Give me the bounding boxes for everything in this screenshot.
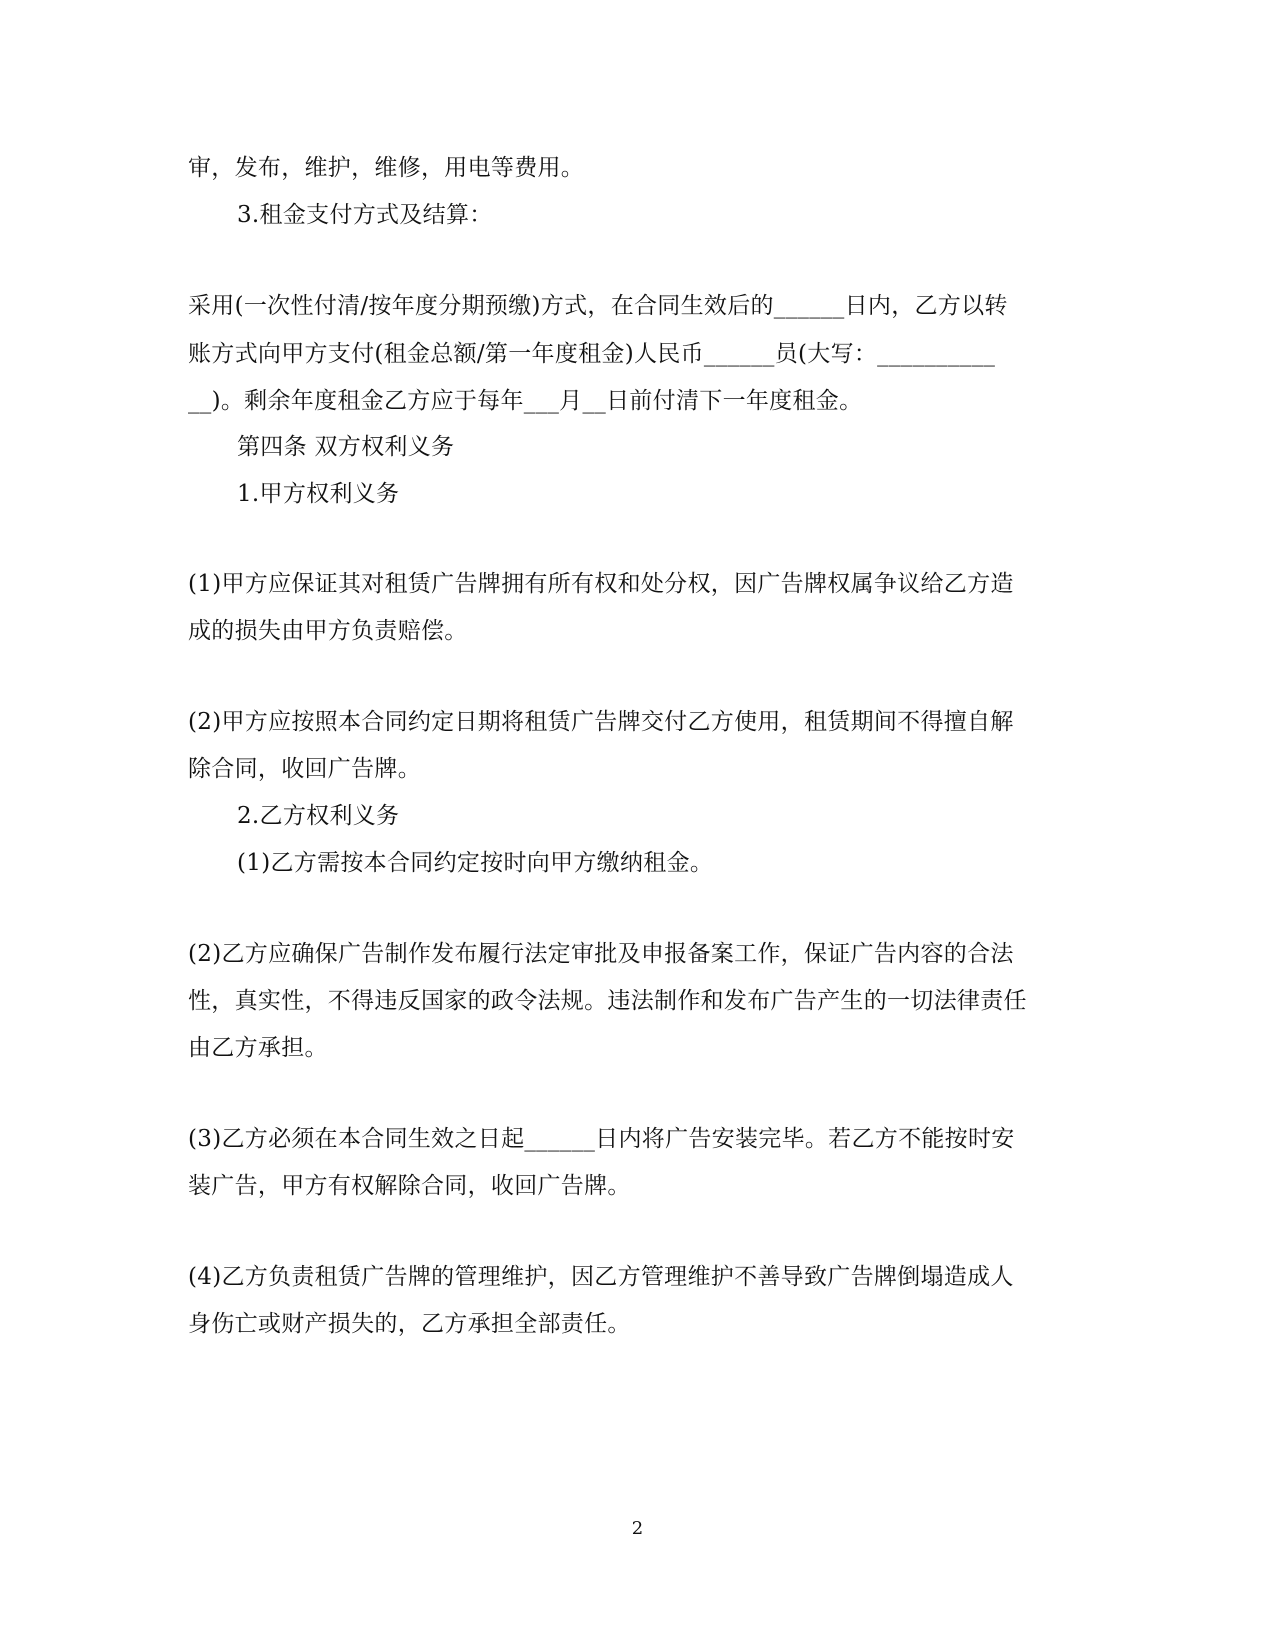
text-line-17: (3)乙方必须在本合同生效之日起______日内将广告安装完毕。若乙方不能按时安 — [188, 1126, 1015, 1152]
text-line-18: 装广告，甲方有权解除合同，收回广告牌。 — [188, 1173, 631, 1199]
text-line-13: (1)乙方需按本合同约定按时向甲方缴纳租金。 — [237, 850, 714, 876]
text-line-4: 账方式向甲方支付(租金总额/第一年度租金)人民币______员(大写：__________ — [188, 341, 996, 367]
text-line-8: (1)甲方应保证其对租赁广告牌拥有所有权和处分权，因广告牌权属争议给乙方造 — [188, 571, 1014, 597]
text-line-3: 采用(一次性付清/按年度分期预缴)方式，在合同生效后的______日内，乙方以转 — [188, 293, 1008, 319]
section-heading-party-b: 2.乙方权利义务 — [237, 803, 400, 829]
text-line-19: (4)乙方负责租赁广告牌的管理维护，因乙方管理维护不善导致广告牌倒塌造成人 — [188, 1264, 1014, 1290]
text-line-11: 除合同，收回广告牌。 — [188, 756, 421, 782]
page-number: 2 — [631, 1518, 644, 1539]
text-line-20: 身伤亡或财产损失的，乙方承担全部责任。 — [188, 1311, 631, 1337]
text-line-15: 性，真实性，不得违反国家的政令法规。违法制作和发布广告产生的一切法律责任 — [188, 988, 1027, 1014]
text-line-5: __)。剩余年度租金乙方应于每年___月__日前付清下一年度租金。 — [188, 388, 863, 414]
section-heading-party-a: 1.甲方权利义务 — [237, 481, 400, 507]
text-line-10: (2)甲方应按照本合同约定日期将租赁广告牌交付乙方使用，租赁期间不得擅自解 — [188, 709, 1014, 735]
article-heading-4: 第四条 双方权利义务 — [237, 434, 455, 460]
text-line-9: 成的损失由甲方负责赔偿。 — [188, 618, 468, 644]
text-line-1: 审，发布，维护，维修，用电等费用。 — [188, 155, 585, 181]
text-line-14: (2)乙方应确保广告制作发布履行法定审批及申报备案工作，保证广告内容的合法 — [188, 941, 1014, 967]
text-line-16: 由乙方承担。 — [188, 1035, 328, 1061]
section-heading-rent-payment: 3.租金支付方式及结算： — [237, 202, 493, 228]
